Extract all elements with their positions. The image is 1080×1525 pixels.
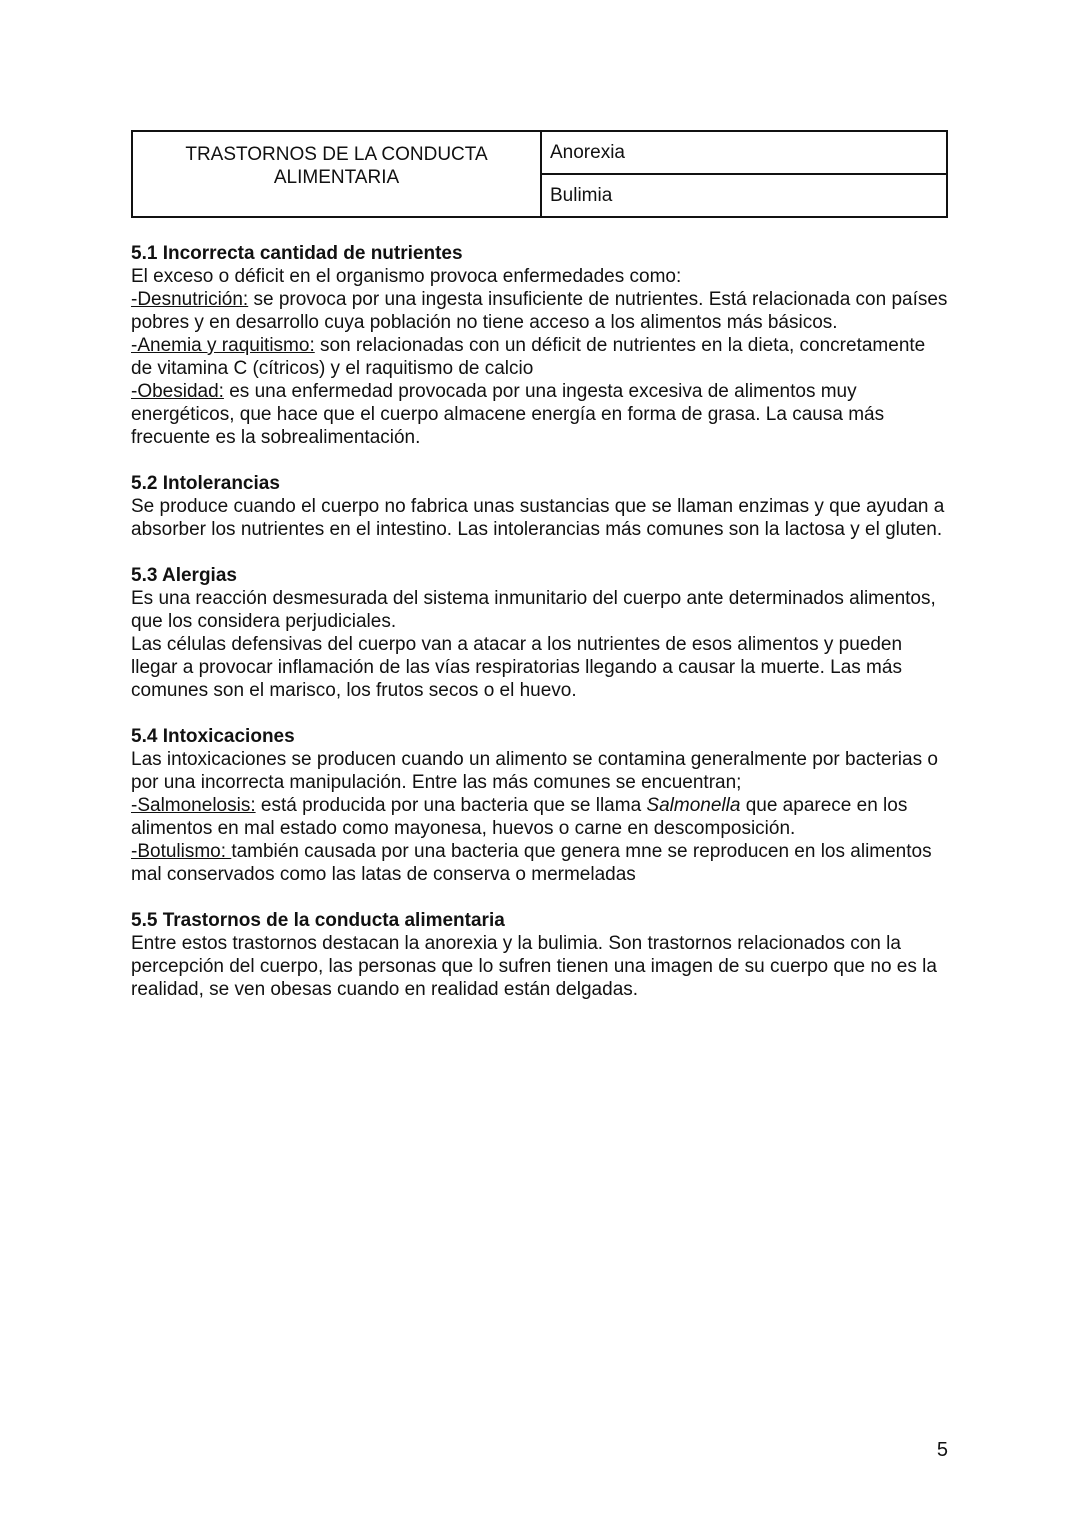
definition-item: [131, 380, 948, 449]
section-eating-disorders: [131, 909, 948, 1001]
paragraph: El exceso o déficit en el organismo provoca enfermedades como:: [131, 266, 682, 287]
summary-table: [131, 130, 948, 218]
term-label: -Anemia y raquitismo:: [131, 335, 315, 356]
section-heading: 5.2 Intolerancias: [131, 473, 280, 494]
term-description: son relacionadas con un déficit de nutrientes en la dieta, concretamente de vitamina C (cítricos) y el raquitismo de calcio: [131, 335, 926, 379]
term-description: que aparece en los alimentos en mal estado como mayonesa, huevos o carne en descomposición.: [131, 795, 908, 839]
definition-item: [131, 288, 948, 334]
document-body: [131, 242, 948, 1001]
section-intoxications: [131, 725, 948, 886]
category-line-1: TRASTORNOS DE LA CONDUCTA: [185, 144, 488, 165]
definition-item: [131, 334, 948, 380]
table-cell-bulimia: Bulimia: [541, 174, 947, 217]
paragraph: Es una reacción desmesurada del sistema inmunitario del cuerpo ante determinados alimentos, que los considera perjudiciales.: [131, 588, 936, 632]
term-label: -Obesidad:: [131, 381, 224, 402]
term-description: también causada por una bacteria que genera mne se reproducen en los alimentos mal conservados como las latas de conserva o mermeladas: [131, 841, 932, 885]
table-cell-anorexia: Anorexia: [541, 131, 947, 174]
section-allergies: [131, 564, 948, 702]
term-description: está producida por una bacteria que se llama: [255, 795, 647, 816]
page-number: 5: [936, 1439, 948, 1461]
paragraph: Las células defensivas del cuerpo van a atacar a los nutrientes de esos alimentos y pueden llegar a provocar inflamación de las vías respiratorias llegando a causar la muerte. Las más comunes son el marisco, los frutos secos o el huevo.: [131, 634, 903, 701]
term-description: es una enfermedad provocada por una ingesta excesiva de alimentos muy energéticos, que hace que el cuerpo almacene energía en forma de grasa. La causa más frecuente es la sobrealimentación.: [131, 381, 885, 448]
definition-item: [131, 840, 948, 886]
table-row: [132, 131, 947, 174]
paragraph: Entre estos trastornos destacan la anorexia y la bulimia. Son trastornos relacionados con la percepción del cuerpo, las personas que lo sufren tienen una imagen de su cuerpo que no es la realidad, se ven obesas cuando en realidad están delgadas.: [131, 933, 937, 1000]
term-label: -Botulismo:: [131, 841, 232, 862]
paragraph: Se produce cuando el cuerpo no fabrica unas sustancias que se llaman enzimas y que ayudan a absorber los nutrientes en el intestino. Las intolerancias más comunes son la lactosa y el gluten.: [131, 496, 945, 540]
section-heading: 5.3 Alergias: [131, 565, 237, 586]
table-category-cell: [132, 131, 541, 217]
section-heading: 5.1 Incorrecta cantidad de nutrientes: [131, 243, 463, 264]
section-intolerances: [131, 472, 948, 541]
term-label: -Salmonelosis:: [131, 795, 256, 816]
category-line-2: ALIMENTARIA: [273, 167, 400, 188]
paragraph: Las intoxicaciones se producen cuando un alimento se contamina generalmente por bacterias o por una incorrecta manipulación. Entre las más comunes se encuentran;: [131, 749, 938, 793]
section-heading: 5.4 Intoxicaciones: [131, 726, 295, 747]
term-italic: Salmonella: [646, 795, 741, 816]
document-page: [131, 130, 948, 1024]
section-heading: 5.5 Trastornos de la conducta alimentaria: [131, 910, 505, 931]
term-label: -Desnutrición:: [131, 289, 249, 310]
term-description: se provoca por una ingesta insuficiente de nutrientes. Está relacionada con países pobres y en desarrollo cuya población no tiene acceso a los alimentos más básicos.: [131, 289, 948, 333]
section-nutrients: [131, 242, 948, 449]
definition-item: [131, 794, 948, 840]
